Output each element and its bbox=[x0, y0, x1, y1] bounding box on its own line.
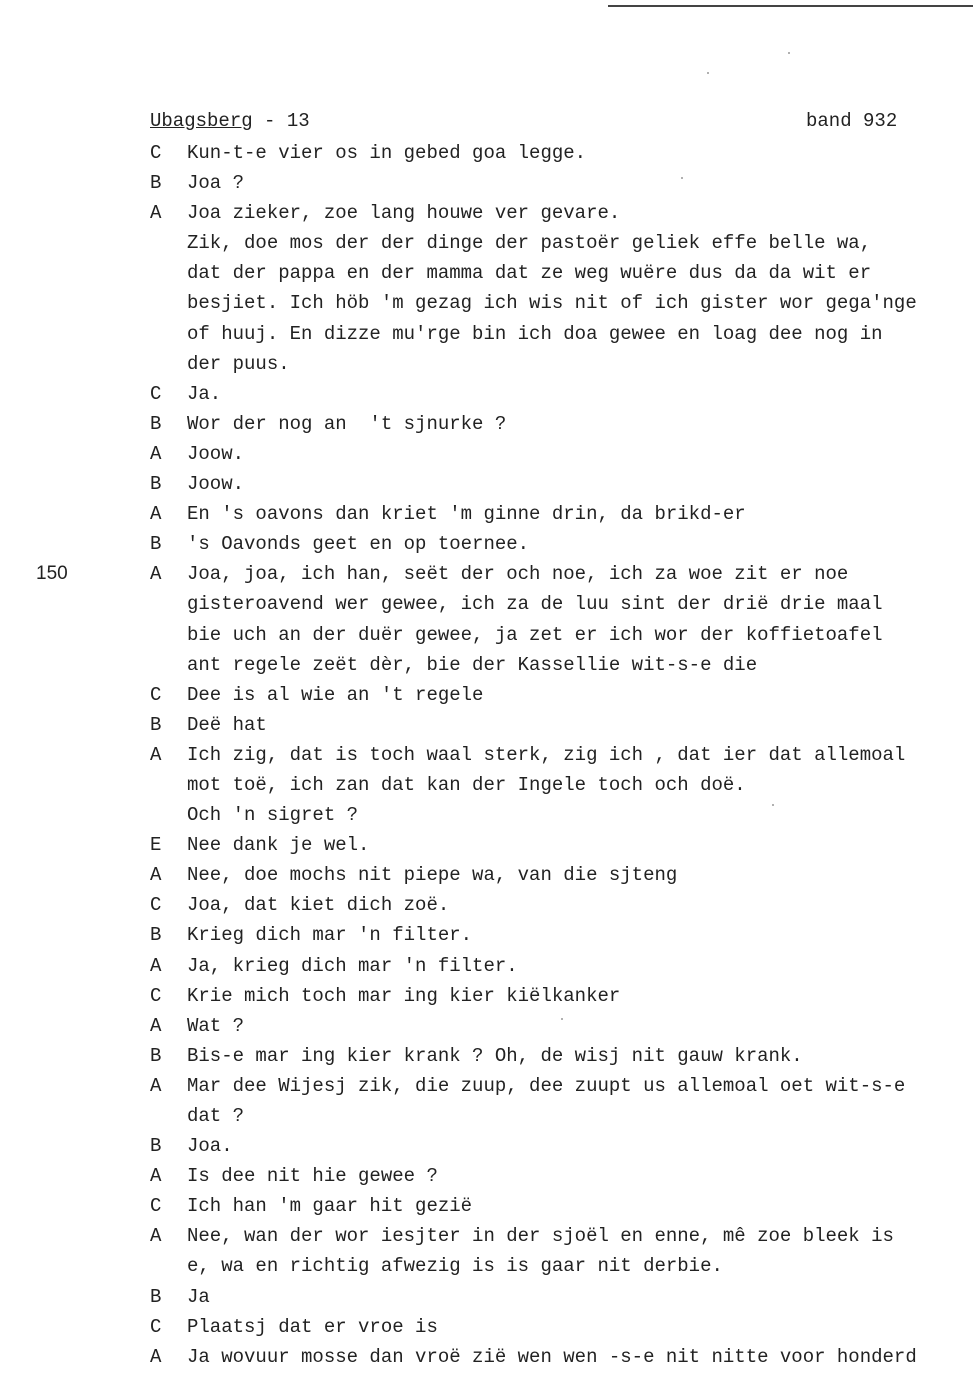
transcript-line bbox=[0, 710, 973, 740]
scan-speck bbox=[772, 804, 774, 806]
transcript-line bbox=[0, 1312, 973, 1342]
utterance-text: Joow. bbox=[187, 473, 245, 496]
utterance-text: Och 'n sigret ? bbox=[187, 804, 359, 827]
utterance-text: Krieg dich mar 'n filter. bbox=[187, 924, 473, 947]
speaker-label: B bbox=[150, 172, 162, 195]
transcript-line bbox=[0, 198, 973, 228]
utterance-text: Nee, doe mochs nit piepe wa, van die sjteng bbox=[187, 864, 678, 887]
transcript-line bbox=[0, 288, 973, 318]
transcript-line bbox=[0, 1342, 973, 1372]
speaker-label: A bbox=[150, 743, 162, 766]
speaker-label: B bbox=[150, 924, 162, 947]
transcript-line bbox=[0, 319, 973, 349]
transcript-line bbox=[0, 589, 973, 619]
speaker-label: A bbox=[150, 442, 162, 465]
transcript-line bbox=[0, 469, 973, 499]
speaker-label: E bbox=[150, 834, 162, 857]
transcript-line bbox=[0, 770, 973, 800]
utterance-text: Joa zieker, zoe lang houwe ver gevare. bbox=[187, 202, 621, 225]
transcript-line bbox=[0, 439, 973, 469]
scan-speck bbox=[788, 52, 790, 54]
speaker-label: B bbox=[150, 713, 162, 736]
speaker-label: A bbox=[150, 1345, 162, 1368]
scan-speck bbox=[561, 1018, 563, 1020]
transcript-line bbox=[0, 1221, 973, 1251]
speaker-label: A bbox=[150, 1074, 162, 1097]
utterance-text: Joa, dat kiet dich zoë. bbox=[187, 894, 450, 917]
utterance-text: Ja. bbox=[187, 382, 222, 405]
transcript-line bbox=[0, 740, 973, 770]
transcript-line bbox=[0, 981, 973, 1011]
transcript-line bbox=[0, 228, 973, 258]
utterance-text: Kun-t-e vier os in gebed goa legge. bbox=[187, 142, 587, 164]
utterance-text: Nee, wan der wor iesjter in der sjoël en enne, mê zoe bleek is bbox=[187, 1225, 894, 1248]
speaker-label: B bbox=[150, 1044, 162, 1067]
header-title-group bbox=[150, 110, 310, 132]
transcript-line bbox=[0, 499, 973, 529]
utterance-text: Ja wovuur mosse dan vroë zië wen wen -s-e nit nitte voor honderd bbox=[187, 1345, 917, 1368]
margin-line-number: 150 bbox=[36, 563, 68, 585]
speaker-label: C bbox=[150, 683, 162, 706]
transcript-line bbox=[0, 860, 973, 890]
transcript-line bbox=[0, 409, 973, 439]
transcript-line bbox=[0, 650, 973, 680]
scan-speck bbox=[707, 72, 709, 74]
utterance-text: Ich han 'm gaar hit gezië bbox=[187, 1195, 473, 1218]
speaker-label: A bbox=[150, 563, 162, 586]
transcript-line bbox=[0, 1282, 973, 1312]
transcript-line bbox=[0, 168, 973, 198]
speaker-label: C bbox=[150, 1315, 162, 1338]
transcript-line bbox=[0, 620, 973, 650]
scan-speck bbox=[681, 177, 683, 179]
speaker-label: C bbox=[150, 894, 162, 917]
utterance-text: 's Oavonds geet en op toernee. bbox=[187, 533, 530, 556]
transcript-line bbox=[0, 1131, 973, 1161]
page-header bbox=[150, 110, 973, 138]
transcript-line bbox=[0, 258, 973, 288]
speaker-label: B bbox=[150, 412, 162, 435]
top-rule bbox=[608, 5, 973, 7]
utterance-text: dat ? bbox=[187, 1105, 245, 1127]
transcript-line bbox=[0, 1071, 973, 1101]
speaker-label: C bbox=[150, 382, 162, 405]
speaker-label: A bbox=[150, 864, 162, 887]
speaker-label: C bbox=[150, 142, 162, 164]
transcript-line bbox=[0, 951, 973, 981]
transcript-line bbox=[0, 1011, 973, 1041]
utterance-text: dat der pappa en der mamma dat ze weg wuëre dus da da wit er bbox=[187, 262, 872, 285]
utterance-text: Joa, joa, ich han, seët der och noe, ich za woe zit er noe bbox=[187, 563, 849, 586]
utterance-text: Wor der nog an 't sjnurke ? bbox=[187, 412, 507, 435]
transcript-line bbox=[0, 890, 973, 920]
utterance-text: of huuj. En dizze mu'rge bin ich doa gewee en loag dee nog in bbox=[187, 322, 883, 345]
transcript-line bbox=[0, 1161, 973, 1191]
transcript-line bbox=[0, 138, 973, 168]
speaker-label: A bbox=[150, 1225, 162, 1248]
utterance-text: Bis-e mar ing kier krank ? Oh, de wisj nit gauw krank. bbox=[187, 1044, 803, 1067]
utterance-text: Joa. bbox=[187, 1135, 233, 1158]
speaker-label: C bbox=[150, 984, 162, 1007]
utterance-text: Joa ? bbox=[187, 172, 245, 195]
transcript-line bbox=[0, 559, 973, 589]
transcript-line bbox=[0, 379, 973, 409]
utterance-text: Zik, doe mos der der dinge der pastoër geliek effe belle wa, bbox=[187, 232, 872, 255]
utterance-text: der puus. bbox=[187, 352, 290, 375]
utterance-text: ant regele zeët dèr, bie der Kassellie wit-s-e die bbox=[187, 653, 758, 676]
utterance-text: Dee is al wie an 't regele bbox=[187, 683, 484, 706]
transcript-line bbox=[0, 830, 973, 860]
header-band: band 932 bbox=[806, 110, 898, 132]
speaker-label: C bbox=[150, 1195, 162, 1218]
speaker-label: B bbox=[150, 473, 162, 496]
utterance-text: bie uch an der duër gewee, ja zet er ich wor der koffietoafel bbox=[187, 623, 883, 646]
utterance-text: Mar dee Wijesj zik, die zuup, dee zuupt us allemoal oet wit-s-e bbox=[187, 1074, 906, 1097]
header-page-number: - 13 bbox=[252, 110, 310, 132]
transcript-line bbox=[0, 1251, 973, 1281]
transcript-line bbox=[0, 1191, 973, 1221]
speaker-label: B bbox=[150, 1285, 162, 1308]
transcript-line bbox=[0, 800, 973, 830]
utterance-text: Joow. bbox=[187, 442, 245, 465]
transcript-line bbox=[0, 1101, 973, 1131]
speaker-label: B bbox=[150, 1135, 162, 1158]
speaker-label: A bbox=[150, 1014, 162, 1037]
utterance-text: Wat ? bbox=[187, 1014, 245, 1037]
utterance-text: besjiet. Ich höb 'm gezag ich wis nit of ich gister wor gega'nge bbox=[187, 292, 917, 315]
utterance-text: Deë hat bbox=[187, 713, 267, 736]
utterance-text: gisteroavend wer gewee, ich za de luu sint der drië drie maal bbox=[187, 593, 883, 616]
speaker-label: A bbox=[150, 503, 162, 526]
utterance-text: Krie mich toch mar ing kier kiëlkanker bbox=[187, 984, 621, 1007]
utterance-text: Ich zig, dat is toch waal sterk, zig ich , dat ier dat allemoal bbox=[187, 743, 906, 766]
utterance-text: Plaatsj dat er vroe is bbox=[187, 1315, 438, 1338]
utterance-text: mot toë, ich zan dat kan der Ingele toch och doë. bbox=[187, 773, 746, 796]
utterance-text: Ja bbox=[187, 1285, 210, 1308]
transcript-body bbox=[0, 138, 973, 1372]
utterance-text: En 's oavons dan kriet 'm ginne drin, da brikd-er bbox=[187, 503, 746, 526]
transcript-line bbox=[0, 680, 973, 710]
transcript-line bbox=[0, 920, 973, 950]
transcript-line bbox=[0, 349, 973, 379]
speaker-label: B bbox=[150, 533, 162, 556]
utterance-text: Ja, krieg dich mar 'n filter. bbox=[187, 954, 518, 977]
transcript-line bbox=[0, 1041, 973, 1071]
speaker-label: A bbox=[150, 1165, 162, 1188]
speaker-label: A bbox=[150, 954, 162, 977]
transcript-line bbox=[0, 529, 973, 559]
utterance-text: Is dee nit hie gewee ? bbox=[187, 1165, 438, 1188]
speaker-label: A bbox=[150, 202, 162, 225]
header-title: Ubagsberg bbox=[150, 110, 253, 132]
utterance-text: Nee dank je wel. bbox=[187, 834, 370, 857]
utterance-text: e, wa en richtig afwezig is is gaar nit derbie. bbox=[187, 1255, 723, 1278]
